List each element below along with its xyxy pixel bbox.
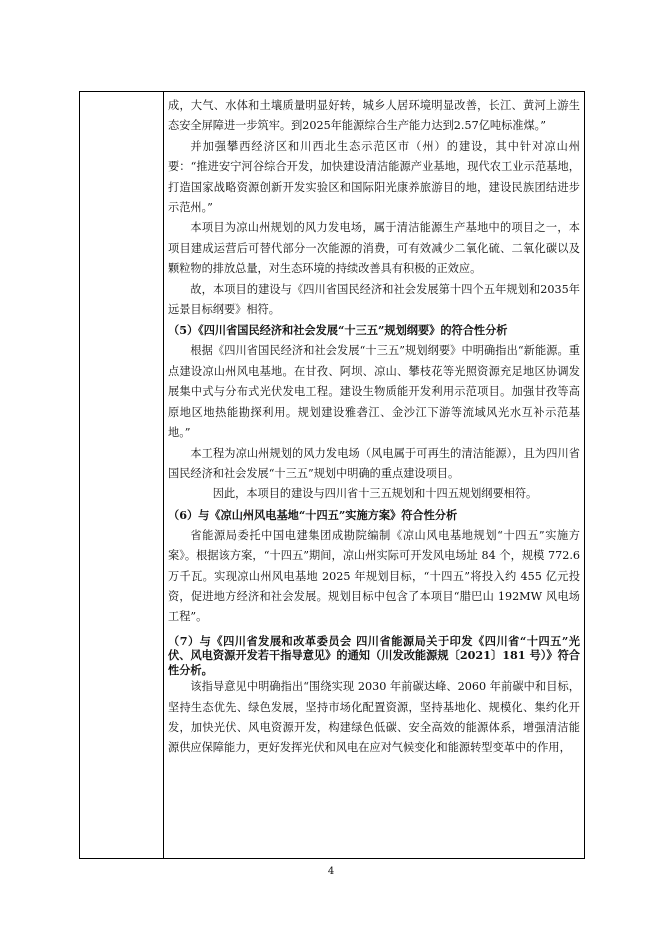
page-number: 4 (327, 866, 335, 877)
paragraph-conclusion-14th-plan: 故，本项目的建设与《四川省国民经济和社会发展第十四个五年规划和2035年远景目标纲要》相符。 (168, 282, 580, 317)
paragraph-wind-base-plan: 省能源局委托中国电建集团成勘院编制《凉山风电基地规划“十四五”实施方案》。根据该方案，“十四五”期间，凉山州实际可开发风电场址 84 个，规模 772.6 万千瓦。实现凉山州风电基地 2025 年规划目标，“十四五”将投入约 455 亿元投资，促进地方经济和社会发展。规划目标中包含了本项目“腊巴山 192MW 风电场工程”。 (168, 528, 580, 624)
paragraph-liangshan-requirements: 并加强攀西经济区和川西北生态示范区市（州）的建设，其中针对凉山州要：“推进安宁河谷综合开发，加快建设清洁能源产业基地，现代农工业示范基地，打造国家战略资源创新开发实验区和国际阳光康养旅游目的地，建设民族团结进步示范州。” (168, 139, 580, 215)
section-heading-7: （7）与《四川省发展和改革委员会 四川省能源局关于印发《四川省“十四五”光伏、风电资源开发若干指导意见》的通知（川发改能源规〔2021〕181 号）》符合性分析。 (168, 633, 580, 677)
paragraph-13th-plan-quote: 根据《四川省国民经济和社会发展“十三五”规划纲要》中明确指出“新能源。重点建设凉山州风电基地。在甘孜、阿坝、凉山、攀枝花等光照资源充足地区协调发展集中式与分布式光伏发电工程。建设生物质能开发利用示范项目。加强甘孜等高原地区地热能勘探利用。规划建设雅砻江、金沙江下游等流域风光水互补示范基地。” (168, 344, 580, 440)
paragraph-13th-plan-conclusion: 因此，本项目的建设与四川省十三五规划和十四五规划纲要相符。 (212, 487, 538, 501)
section-heading-6: （6）与《凉山州风电基地“十四五”实施方案》符合性分析 (168, 507, 458, 522)
table-left-column (80, 92, 164, 858)
paragraph-13th-plan-project: 本工程为凉山州规划的风力发电场（风电属于可再生的清洁能源），且为四川省国民经济和社会发展“十三五”规划中明确的重点建设项目。 (168, 446, 580, 480)
paragraph-project-description: 本项目为凉山州规划的风力发电场，属于清洁能源生产基地中的项目之一，本项目建成运营后可替代部分一次能源的消费，可有效减少二氧化硫、二氧化碳以及颗粒物的排放总量，对生态环境的持续改善具有积极的正效应。 (168, 221, 580, 276)
table-content-cell (168, 96, 580, 858)
section-heading-5: （5）《四川省国民经济和社会发展“十三五”规划纲要》的符合性分析 (168, 323, 508, 338)
content-table (79, 91, 585, 859)
paragraph-guidance-opinion: 该指导意见中明确指出“围绕实现 2030 年前碳达峰、2060 年前碳中和目标，坚持生态优先、绿色发展，坚持市场化配置资源，坚持基地化、规模化、集约化开发，加快光伏、风电资源开发，构建绿色低碳、安全高效的能源体系，增强清洁能源供应保障能力，更好发挥光伏和风电在应对气候变化和能源转型变革中的作用， (168, 680, 580, 755)
paragraph-continuation: 成，大气、水体和土壤质量明显好转，城乡人居环境明显改善，长江、黄河上游生态安全屏障进一步筑牢。到2025年能源综合生产能力达到2.57亿吨标准煤。” (168, 99, 580, 133)
